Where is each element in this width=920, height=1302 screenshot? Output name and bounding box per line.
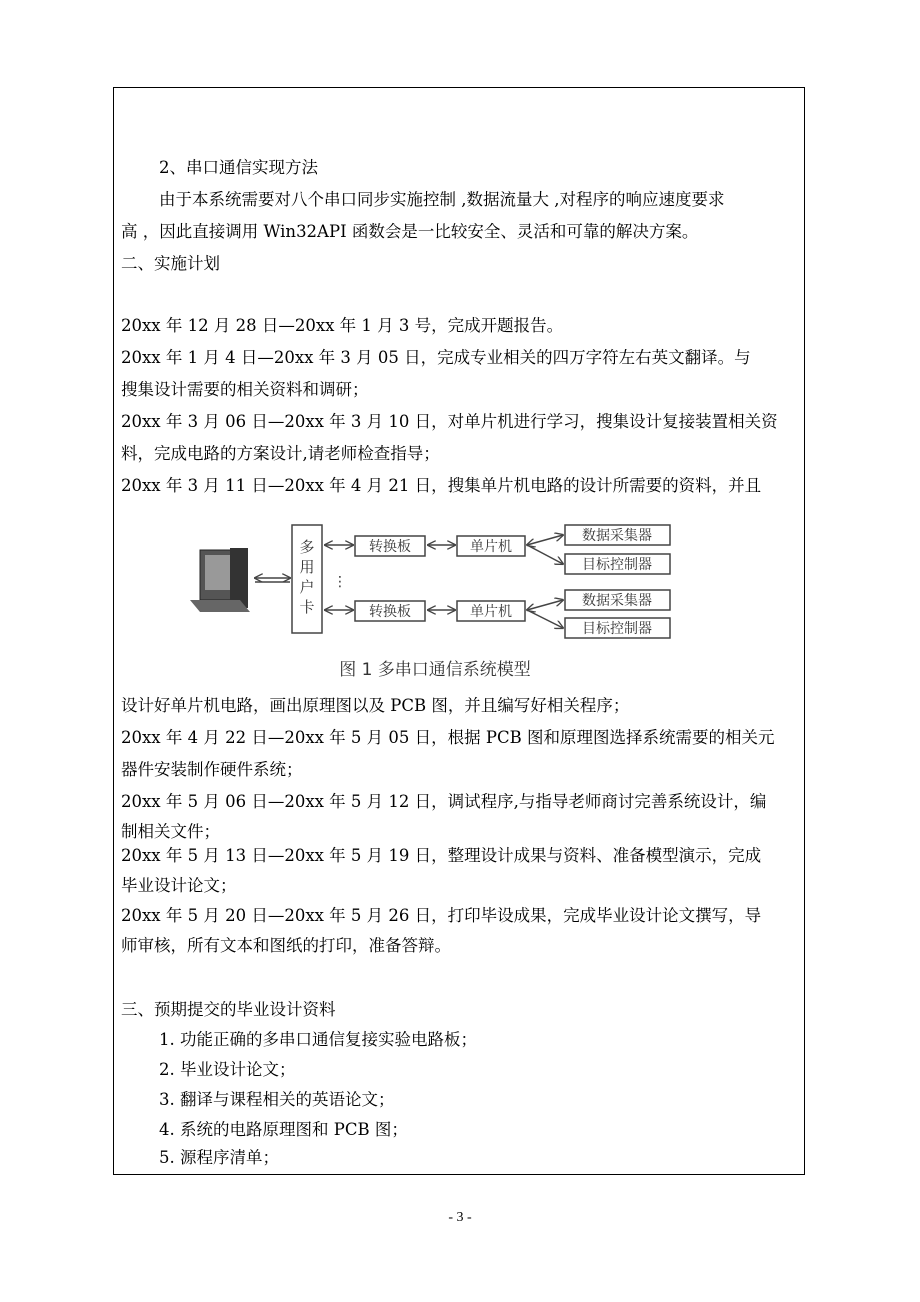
plan-line: 毕业设计论文；: [121, 876, 237, 895]
mcu-label-bottom: 单片机: [470, 604, 512, 620]
plan-line: 20xx 年 3 月 06 日—20xx 年 3 月 10 日，对单片机进行学习，搜集设计复接装置相关资: [121, 412, 778, 431]
plan-line: 20xx 年 1 月 4 日—20xx 年 3 月 05 日，完成专业相关的四万字符左右英文翻译。与: [121, 348, 751, 367]
plan-line: 搜集设计需要的相关资料和调研；: [121, 380, 369, 399]
plan-line: 20xx 年 5 月 13 日—20xx 年 5 月 19 日，整理设计成果与资料、准备模型演示，完成: [121, 846, 762, 865]
deliverable-item: 3. 翻译与课程相关的英语论文；: [159, 1090, 395, 1109]
plan-line: 制相关文件；: [121, 822, 220, 841]
ellipsis-mark: ⋮: [333, 574, 347, 590]
plan-line: 料，完成电路的方案设计,请老师检查指导；: [121, 444, 440, 463]
mcu-label-top: 单片机: [470, 539, 512, 555]
collector-label-top: 数据采集器: [582, 528, 652, 544]
multi-card-char: 多: [299, 538, 315, 556]
multi-card-char: 卡: [299, 598, 315, 616]
plan-line: 20xx 年 5 月 06 日—20xx 年 5 月 12 日，调试程序,与指导老师商讨完善系统设计，编: [121, 792, 767, 811]
deliverable-item: 1. 功能正确的多串口通信复接实验电路板；: [159, 1030, 477, 1049]
page-number: - 3 -: [448, 1210, 472, 1225]
deliverable-item: 2. 毕业设计论文；: [159, 1060, 296, 1079]
plan-line: 20xx 年 5 月 20 日—20xx 年 5 月 26 日，打印毕设成果，完成毕业设计论文撰写，导: [121, 906, 762, 925]
plan-line: 20xx 年 12 月 28 日—20xx 年 1 月 3 号，完成开题报告。: [121, 316, 564, 335]
computer-icon: [190, 548, 250, 612]
plan-line: 器件安装制作硬件系统；: [121, 760, 303, 779]
multi-card-char: 用: [299, 558, 315, 576]
collector-label-bottom: 数据采集器: [582, 593, 652, 609]
multi-card-char: 户: [299, 578, 315, 596]
controller-label-top: 目标控制器: [582, 557, 652, 573]
figure-caption: 图 1 多串口通信系统模型: [339, 660, 531, 680]
heading-deliverables: 三、预期提交的毕业设计资料: [121, 1000, 336, 1019]
paragraph-line: 高 ，因此直接调用 Win32API 函数会是一比较安全、灵活和可靠的解决方案。: [121, 222, 699, 241]
converter-label-bottom: 转换板: [369, 604, 411, 620]
system-diagram: [185, 520, 685, 690]
converter-label-top: 转换板: [369, 539, 411, 555]
plan-line: 20xx 年 4 月 22 日—20xx 年 5 月 05 日，根据 PCB 图和原理图选择系统需要的相关元: [121, 728, 775, 747]
deliverable-item: 4. 系统的电路原理图和 PCB 图；: [159, 1120, 408, 1139]
section-title: 2、串口通信实现方法: [159, 158, 318, 177]
plan-line: 师审核，所有文本和图纸的打印，准备答辩。: [121, 936, 451, 955]
deliverable-item: 5. 源程序清单；: [159, 1148, 279, 1167]
plan-line: 20xx 年 3 月 11 日—20xx 年 4 月 21 日，搜集单片机电路的设计所需要的资料，并且: [121, 476, 762, 495]
controller-label-bottom: 目标控制器: [582, 621, 652, 637]
heading-plan: 二、实施计划: [121, 254, 220, 273]
paragraph-line: 由于本系统需要对八个串口同步实施控制 ,数据流量大 ,对程序的响应速度要求: [159, 190, 725, 209]
plan-line: 设计好单片机电路，画出原理图以及 PCB 图，并且编写好相关程序；: [121, 696, 630, 715]
